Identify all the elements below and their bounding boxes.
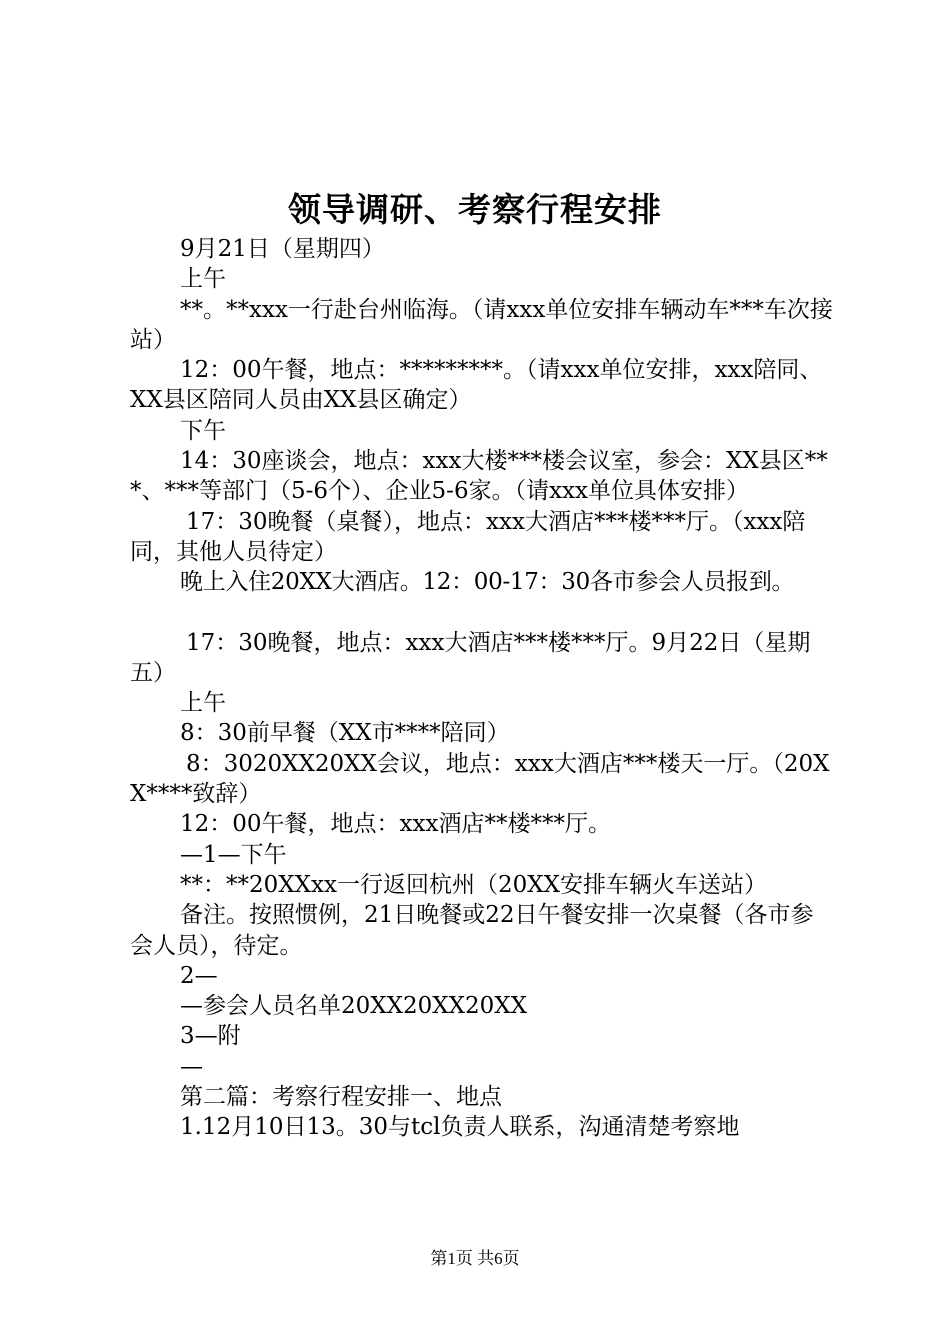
itinerary-line: 17：30晚餐（桌餐），地点：xxx大酒店***楼***厅。（xxx陪同，其他人员待定） [130, 508, 806, 565]
document-body [130, 234, 835, 1143]
itinerary-line: **：**20XXxx一行返回杭州（20XX安排车辆火车送站） [180, 871, 767, 898]
section-morning: 上午 [180, 690, 226, 717]
itinerary-line: 17：30晚餐，地点：xxx大酒店***楼***厅。9月22日（星期五） [130, 629, 811, 686]
attendee-list-line: —参会人员名单20XX20XX20XX [180, 993, 528, 1020]
page-marker-line: — [180, 1053, 203, 1080]
chapter-heading: 第二篇：考察行程安排一、地点 [180, 1084, 502, 1111]
itinerary-line: **。**xxx一行赴台州临海。（请xxx单位安排车辆动车***车次接站） [130, 296, 833, 353]
remark-line: 备注。按照惯例，21日晚餐或22日午餐安排一次桌餐（各市参会人员），待定。 [130, 902, 814, 959]
section-afternoon: 下午 [180, 417, 226, 444]
itinerary-line: 8：3020XX20XX会议，地点：xxx大酒店***楼天一厅。（20XX****致辞） [130, 750, 830, 808]
page-footer: 第1页 共6页 [430, 1249, 520, 1268]
itinerary-line: 14：30座谈会，地点：xxx大楼***楼会议室，参会：XX县区***、***等部门（5-6个）、企业5-6家。（请xxx单位具体安排） [130, 448, 828, 505]
itinerary-line: 12：00午餐，地点：*********。（请xxx单位安排，xxx陪同、XX县区陪同人员由XX县区确定） [130, 357, 823, 414]
itinerary-line: —1—下午 [180, 841, 287, 868]
page-marker-line: 2— [180, 962, 218, 989]
page-marker-line: 3—附 [180, 1023, 241, 1050]
itinerary-line: 1.12月10日13。30与tcl负责人联系，沟通清楚考察地 [180, 1114, 740, 1141]
date-line-sep21: 9月21日（星期四） [180, 236, 385, 262]
blank-line [130, 598, 835, 628]
section-morning: 上午 [180, 266, 226, 293]
itinerary-line: 12：00午餐，地点：xxx酒店**楼***厅。 [180, 811, 611, 838]
itinerary-line: 晚上入住20XX大酒店。12：00-17：30各市参会人员报到。 [180, 569, 795, 596]
itinerary-line: 8：30前早餐（XX市****陪同） [180, 720, 510, 747]
document-title: 领导调研、考察行程安排 [288, 190, 662, 229]
